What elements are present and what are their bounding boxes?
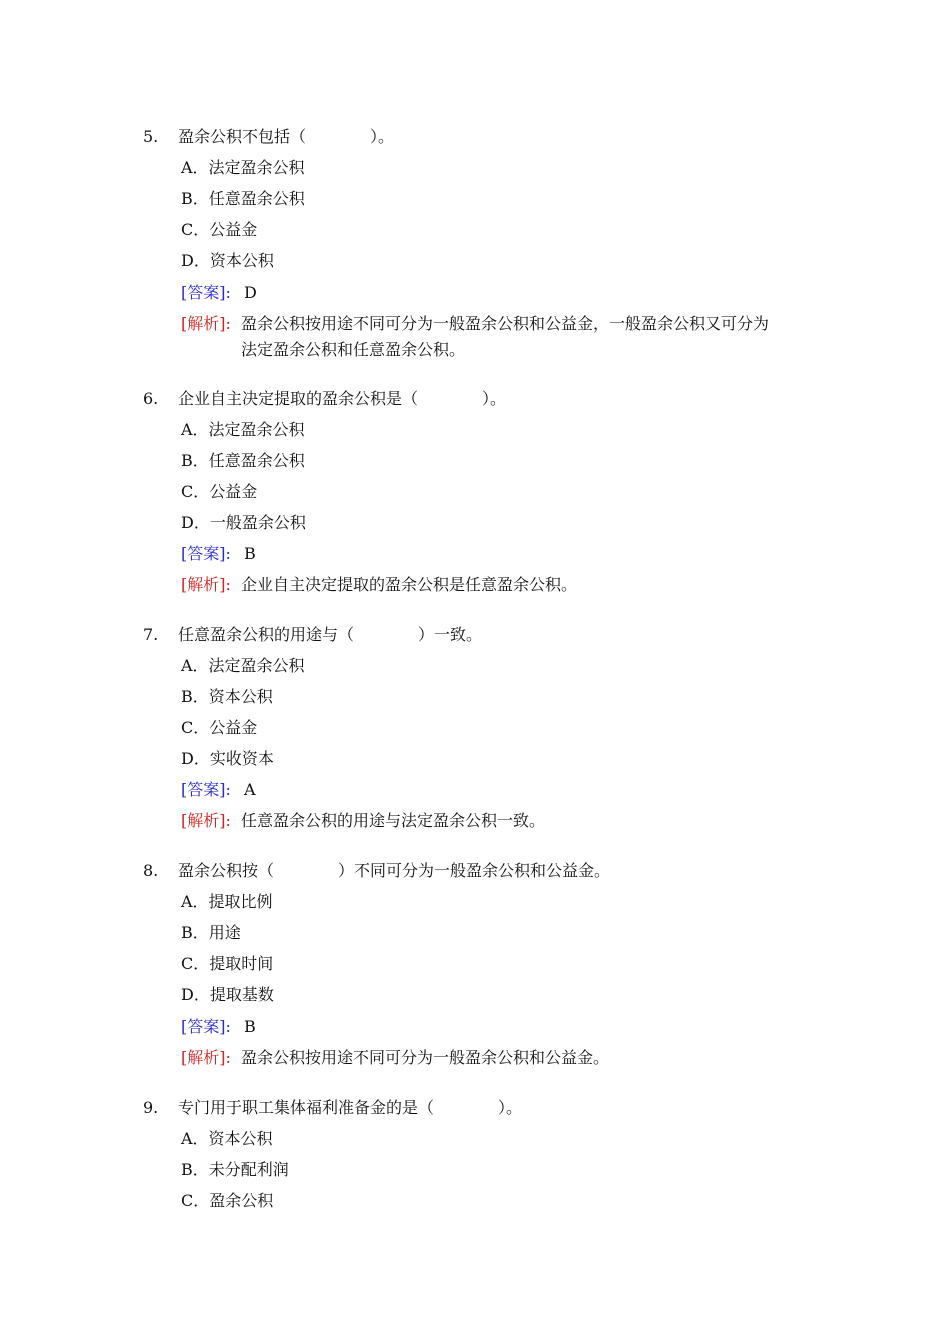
question-number: 6.	[143, 389, 159, 408]
option-b: B．未分配利润	[181, 1160, 289, 1179]
option-a: A．资本公积	[181, 1129, 273, 1148]
analysis-text: 企业自主决定提取的盈余公积是任意盈余公积。	[241, 575, 578, 594]
option-d: D．提取基数	[181, 985, 274, 1004]
option-b: B．任意盈余公积	[181, 189, 305, 208]
option-b: B．用途	[181, 923, 241, 942]
option-c: C．公益金	[181, 718, 258, 737]
option-c: C．提取时间	[181, 954, 274, 973]
answer-label: [答案]:	[181, 283, 231, 302]
question-number: 9.	[143, 1098, 159, 1117]
option-a: A．法定盈余公积	[181, 420, 305, 439]
question-stem: 专门用于职工集体福利准备金的是（ ）。	[178, 1098, 523, 1117]
question-number: 5.	[143, 127, 159, 146]
option-a: A．提取比例	[181, 892, 273, 911]
answer-value: B	[244, 1017, 256, 1036]
analysis-text: 任意盈余公积的用途与法定盈余公积一致。	[241, 811, 546, 830]
option-c: C．公益金	[181, 482, 258, 501]
answer-label: [答案]:	[181, 780, 231, 799]
analysis-label: [解析]:	[181, 575, 231, 594]
analysis-label: [解析]:	[181, 811, 231, 830]
option-b: B．任意盈余公积	[181, 451, 305, 470]
question-number: 7.	[143, 625, 159, 644]
answer-value: D	[244, 283, 257, 302]
question-number: 8.	[143, 861, 159, 880]
analysis-text: 法定盈余公积和任意盈余公积。	[241, 340, 466, 359]
analysis-text: 盈余公积按用途不同可分为一般盈余公积和公益金，一般盈余公积又可分为	[241, 314, 770, 333]
option-c: C．公益金	[181, 220, 258, 239]
analysis-text: 盈余公积按用途不同可分为一般盈余公积和公益金。	[241, 1048, 610, 1067]
option-d: D．实收资本	[181, 749, 274, 768]
answer-label: [答案]:	[181, 544, 231, 563]
option-b: B．资本公积	[181, 687, 273, 706]
option-c: C．盈余公积	[181, 1191, 274, 1210]
analysis-label: [解析]:	[181, 314, 231, 333]
analysis-label: [解析]:	[181, 1048, 231, 1067]
question-stem: 盈余公积不包括（ ）。	[178, 127, 395, 146]
option-d: D．一般盈余公积	[181, 513, 306, 532]
question-stem: 盈余公积按（ ）不同可分为一般盈余公积和公益金。	[178, 861, 611, 880]
answer-value: B	[244, 544, 256, 563]
option-a: A．法定盈余公积	[181, 656, 305, 675]
option-d: D．资本公积	[181, 251, 274, 270]
question-stem: 企业自主决定提取的盈余公积是（ ）。	[178, 389, 507, 408]
answer-value: A	[244, 780, 256, 799]
option-a: A．法定盈余公积	[181, 158, 305, 177]
question-stem: 任意盈余公积的用途与（ ）一致。	[178, 625, 483, 644]
answer-label: [答案]:	[181, 1017, 231, 1036]
